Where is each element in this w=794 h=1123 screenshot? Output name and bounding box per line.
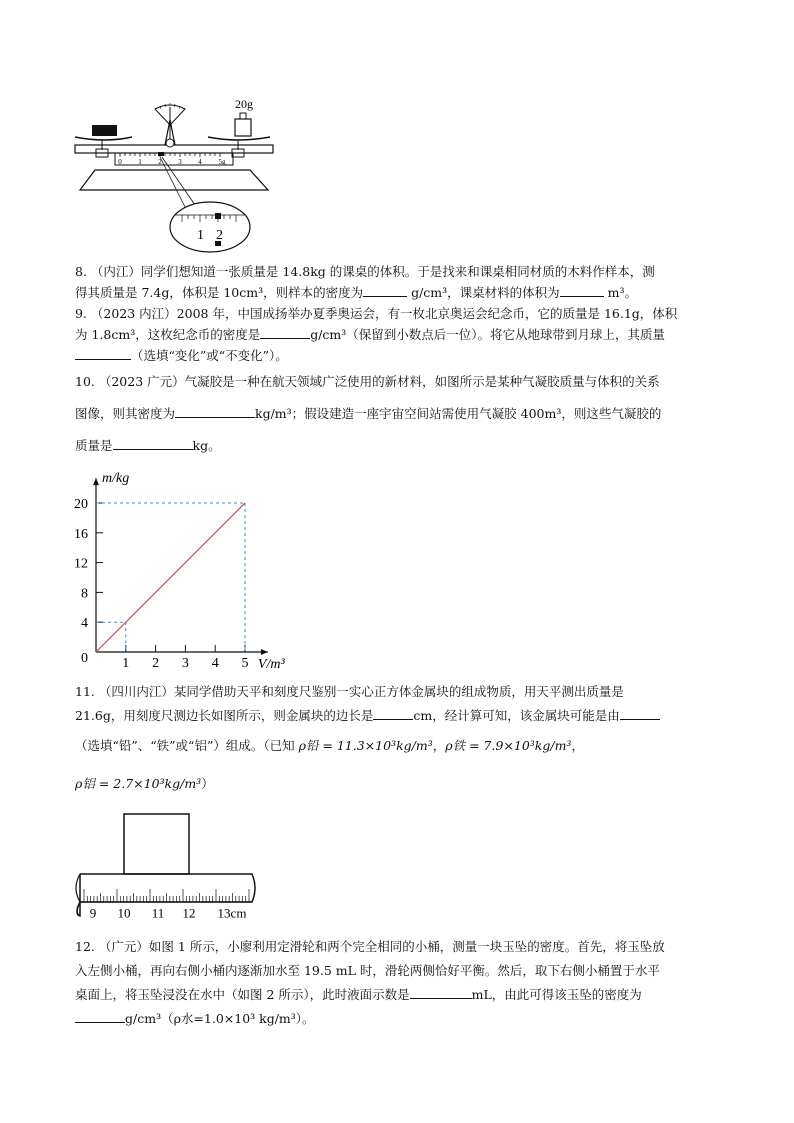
ruler-label: 13cm: [217, 905, 247, 921]
q11-line-4: [75, 772, 725, 796]
origin-label: 0: [81, 651, 88, 666]
q10-text-a: 图像，则其密度为: [75, 406, 176, 421]
q9-text-a: 为 1.8cm³，这枚纪念币的密度是: [75, 327, 261, 342]
answer-blank[interactable]: [410, 984, 472, 999]
q9-text-b: g/cm³（保留到小数点后一位）。将它从地球带到月球上，其质量: [310, 327, 666, 342]
answer-blank[interactable]: [75, 1008, 125, 1023]
y-tick-label: 8: [81, 586, 88, 602]
y-axis-arrow: [93, 478, 99, 485]
density-iron: ρ铁 = 7.9×10³kg/m³: [445, 738, 572, 753]
scale-tick: 5g: [218, 158, 226, 166]
scale-tick: 1: [138, 158, 142, 166]
q10-line-1: 10. （2023 广元）气凝胶是一种在航天领域广泛使用的新材料，如图所示是某种气凝胶质量与体积的关系: [75, 374, 660, 389]
density-lead: ρ铅 = 11.3×10³kg/m³: [298, 738, 433, 753]
x-axis-label: V/m³: [257, 657, 285, 672]
q11-line-3: （选填“铅”、“铁”或“铝”）组成。（已知 ρ铅 = 11.3×10³kg/m³，ρ铁 = 7.9×10³kg/m³，: [75, 738, 584, 753]
q12-text-a: 桌面上，将玉坠浸没在水中（如图 2 所示），此时液面示数是: [75, 987, 410, 1002]
q12-line-2: 入左侧小桶，再向右侧小桶内逐渐加水至 19.5 mL 时，滑轮两侧恰好平衡。然后，取下右侧小桶置于水平: [75, 963, 660, 978]
q11-text-c: （选填“铅”、“铁”或“铝”）组成。（已知: [75, 738, 299, 753]
y-tick-label: 4: [81, 616, 88, 632]
scale-tick: 4: [198, 158, 202, 166]
y-tick-label: 12: [74, 556, 88, 572]
q10-text-b: kg/m³；假设建造一座宇宙空间站需使用气凝胶 400m³，则这些气凝胶的: [255, 406, 662, 421]
density-aluminum: ρ铝 = 2.7×10³kg/m³: [75, 776, 202, 791]
q8-line-1: 8. （内江）同学们想知道一张质量是 14.8kg 的课桌的体积。于是找来和课桌相同材质的木料作样本，测: [75, 264, 655, 279]
ruler-label: 11: [151, 905, 165, 921]
x-tick-label: 2: [152, 656, 160, 671]
y-tick-label: 20: [74, 497, 88, 512]
q10-text-d: kg。: [192, 438, 221, 453]
q8-text-c: m³。: [603, 285, 638, 300]
scale-tick: 0: [118, 158, 122, 166]
metal-cube: [124, 814, 189, 874]
answer-blank[interactable]: [620, 705, 660, 720]
q11-text-a: 21.6g，用刻度尺测边长如图所示，则金属块的边长是: [75, 708, 374, 723]
q8-text-b: g/cm³，课桌材料的体积为: [407, 285, 560, 300]
question-12: [75, 935, 725, 1031]
y-tick-label: 16: [74, 526, 88, 542]
y-axis-label: m/kg: [102, 471, 130, 487]
question-11: [75, 680, 725, 796]
x-axis-arrow: [261, 649, 268, 655]
ruler-label: 9: [89, 905, 97, 921]
ruler-label: 10: [117, 905, 131, 921]
q11-text-e: ）: [201, 776, 214, 791]
x-tick-label: 5: [241, 656, 249, 671]
scale-tick: 3: [178, 158, 182, 166]
q9-text-c: （选填“变化”或“不变化”）。: [131, 348, 288, 363]
q12-line-3: [75, 983, 725, 1007]
weight-label: 20g: [235, 97, 253, 111]
q11-line-1: 11. （四川内江）某同学借助天平和刻度尺鉴别一实心正方体金属块的组成物质，用天平测出质量是: [75, 684, 624, 699]
ruler-figure: [72, 812, 262, 920]
x-tick-label: 4: [211, 656, 219, 671]
series-line: [96, 503, 245, 652]
answer-blank[interactable]: [373, 705, 413, 720]
x-tick-label: 1: [122, 656, 130, 671]
q9-line-1: 9. （2023 内江）2008 年，中国成扬举办夏季奥运会，有一枚北京奥运会纪念币，它的质量是 16.1g，体积: [75, 306, 678, 321]
q12-line-4: [75, 1007, 725, 1031]
q11-text-d: ，: [571, 738, 584, 753]
zoom-tick: 2: [216, 228, 223, 243]
ruler-label: 12: [182, 905, 196, 921]
scale-tick: 2: [158, 158, 162, 166]
q11-line-2: [75, 704, 725, 728]
q11-text-b: cm，经计算可知，该金属块可能是由: [413, 708, 620, 723]
zoom-tick: 1: [197, 228, 204, 243]
q8-text-a: 得其质量是 7.4g，体积是 10cm³，则样本的密度为: [75, 285, 364, 300]
q12-line-1: 12. （广元）如图 1 所示，小廖利用定滑轮和两个完全相同的小桶，测量一块玉坠的密度。首先，将玉坠放: [75, 939, 665, 954]
q12-text-b: mL，由此可得该玉坠的密度为: [471, 987, 642, 1002]
x-tick-label: 3: [181, 656, 189, 671]
q12-text-c: g/cm³（ρ水=1.0×10³ kg/m³）。: [125, 1011, 315, 1026]
q10-text-c: 质量是: [75, 438, 113, 453]
